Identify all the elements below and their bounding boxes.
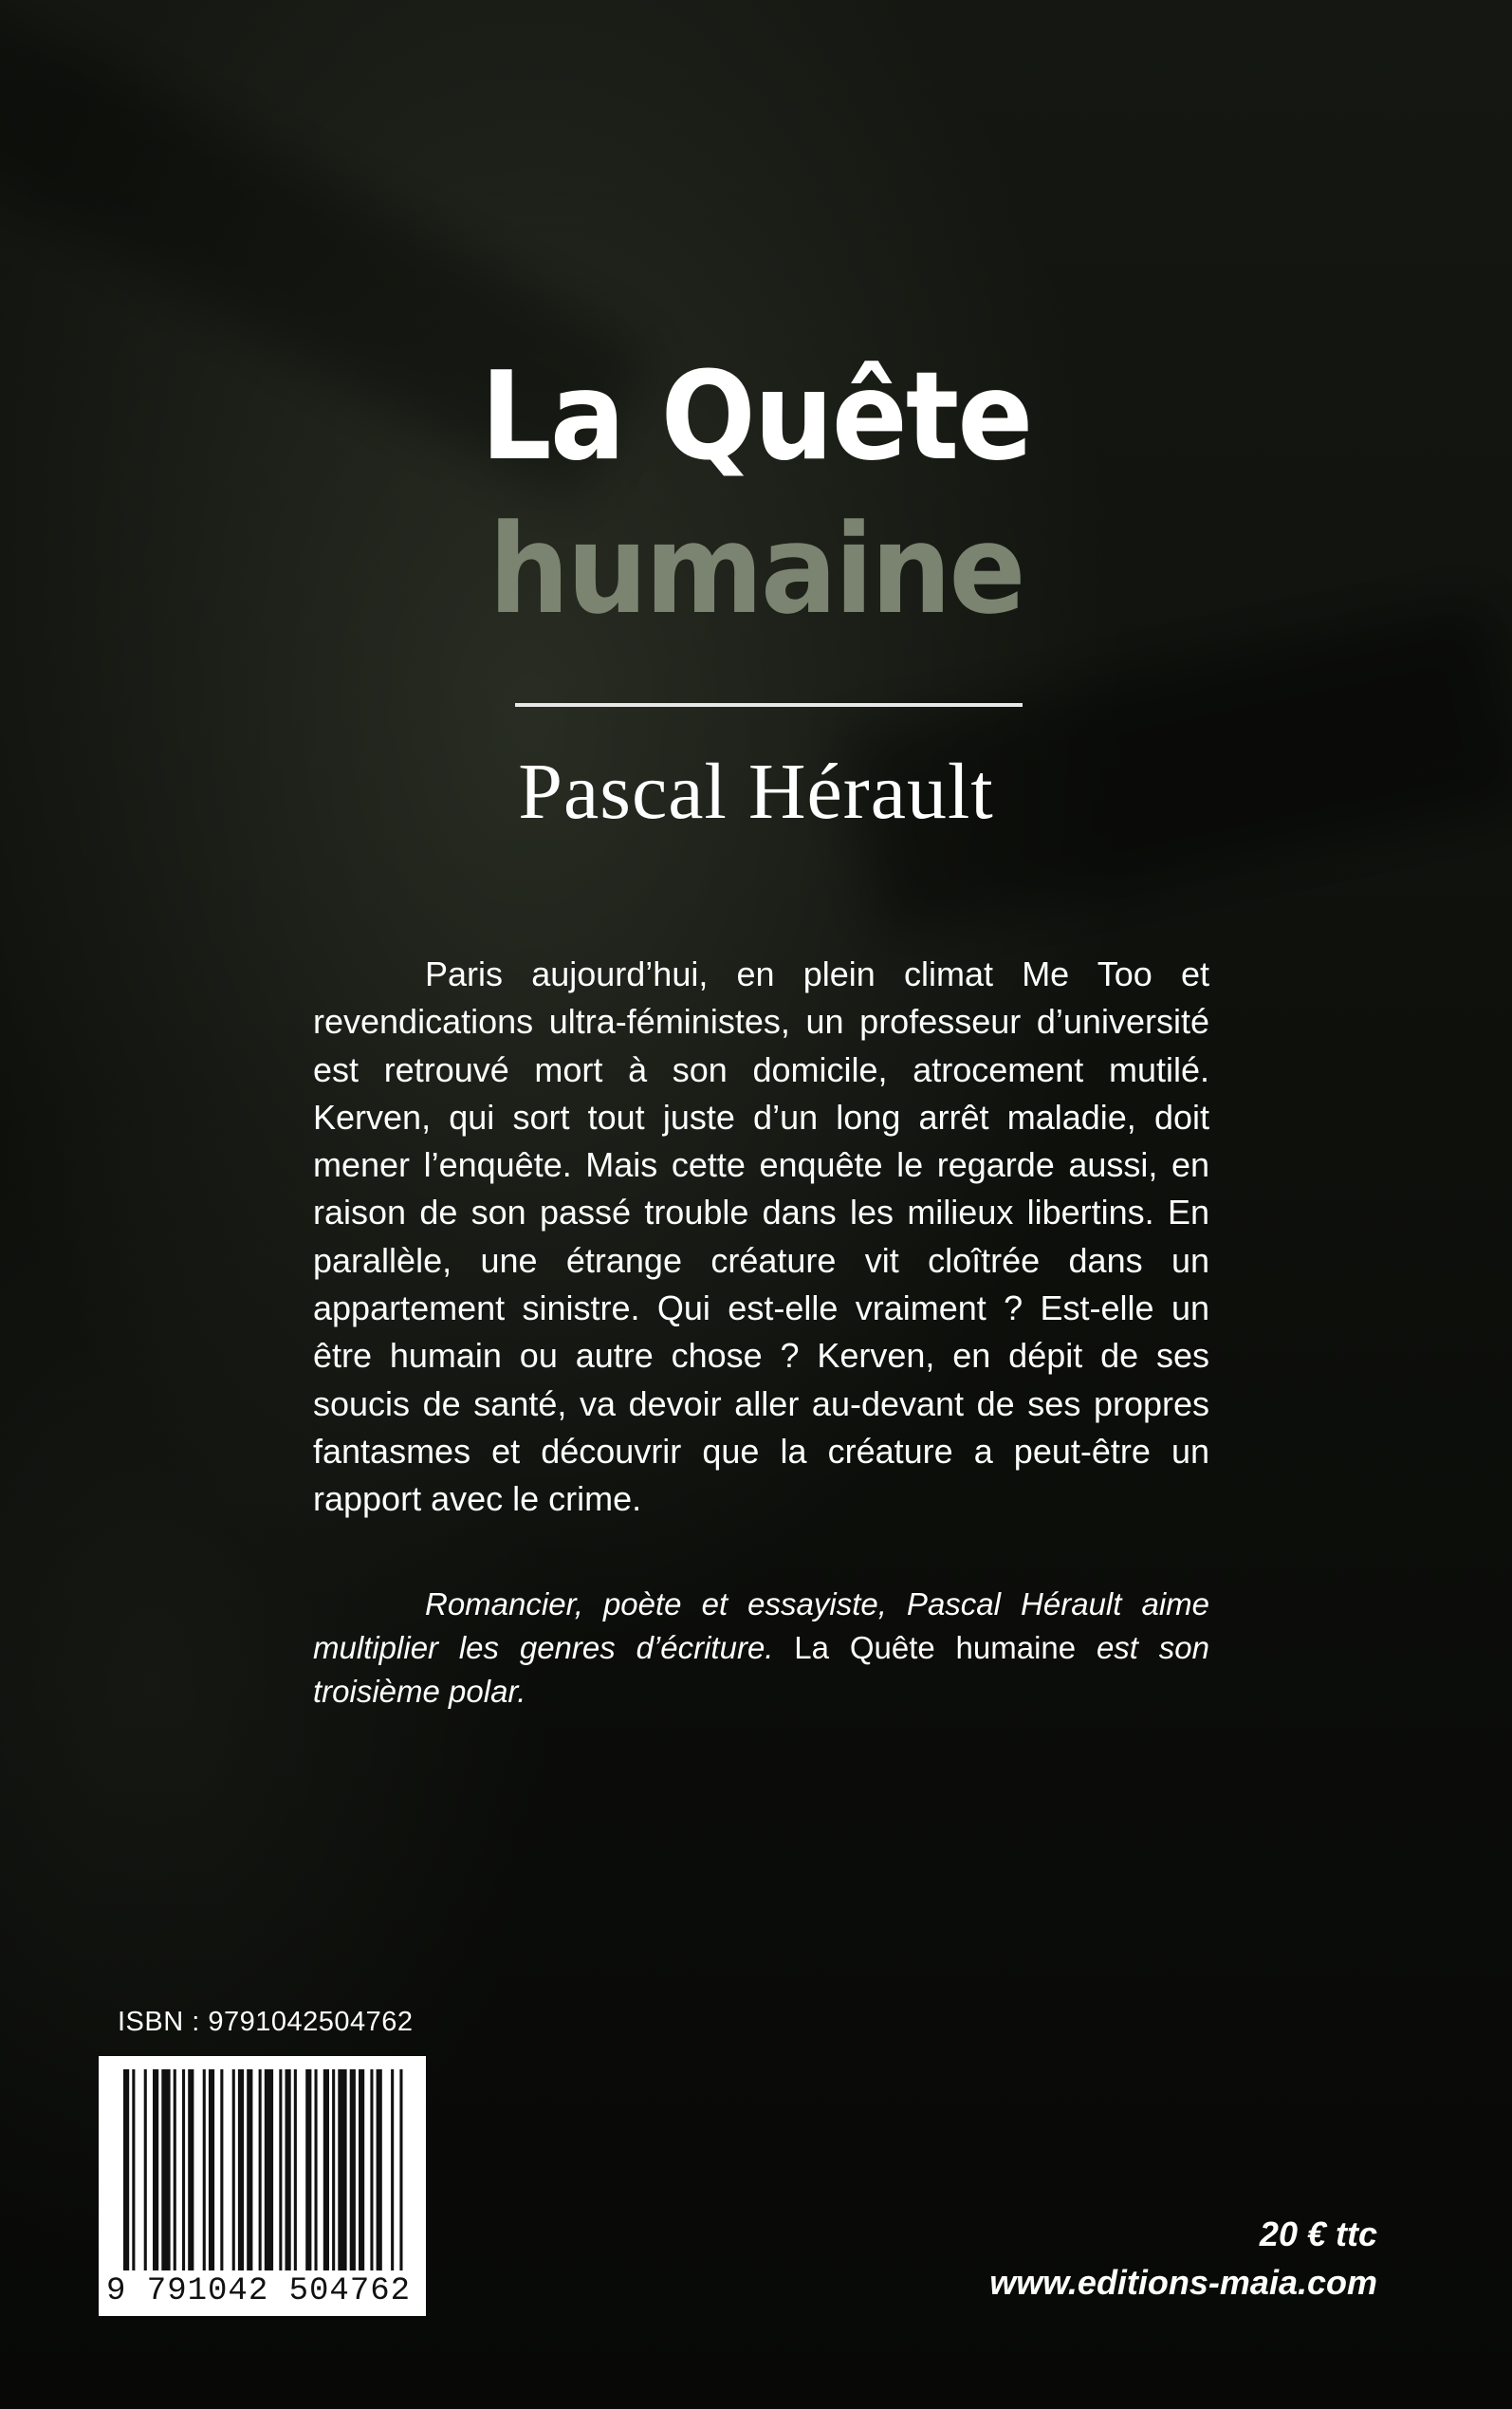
barcode <box>99 2056 426 2316</box>
barcode-bar <box>332 2069 335 2270</box>
barcode-bar <box>315 2069 318 2270</box>
barcode-bar <box>220 2069 223 2270</box>
barcode-bar <box>377 2069 382 2270</box>
barcode-bar <box>259 2069 262 2270</box>
barcode-bar <box>323 2069 329 2270</box>
barcode-bar <box>279 2069 282 2270</box>
publisher-website: www.editions-maia.com <box>989 2263 1377 2302</box>
book-title-line1: La Quête <box>480 346 1032 488</box>
barcode-bar <box>265 2069 273 2270</box>
barcode-bars <box>99 2056 426 2274</box>
isbn-label: ISBN : 9791042504762 <box>118 2007 414 2037</box>
barcode-bar <box>182 2069 185 2270</box>
author-bio <box>313 1583 1209 1714</box>
bio-text-italic-end: est son troisième polar. <box>313 1630 1209 1709</box>
barcode-bar <box>350 2069 356 2270</box>
bio-book-title: La Quête humaine <box>794 1630 1077 1665</box>
bio-text-italic: Romancier, poète et essayiste, Pascal Hérault aime multiplier les genres d’écriture. <box>313 1586 1209 1665</box>
barcode-bar <box>209 2069 214 2270</box>
barcode-digits: 9 791042 504762 <box>106 2273 412 2309</box>
barcode-bar <box>161 2069 170 2270</box>
barcode-bar <box>247 2069 252 2270</box>
barcode-bar <box>399 2069 402 2270</box>
price: 20 € ttc <box>1259 2214 1377 2253</box>
barcode-bar <box>294 2069 297 2270</box>
barcode-bar <box>174 2069 176 2270</box>
barcode-bar <box>203 2069 206 2270</box>
barcode-bar <box>232 2069 235 2270</box>
barcode-bar <box>338 2069 346 2270</box>
barcode-bar <box>305 2069 311 2270</box>
barcode-bar <box>359 2069 364 2270</box>
barcode-bar <box>144 2069 147 2270</box>
barcode-bar <box>391 2069 394 2270</box>
barcode-bar <box>123 2069 129 2270</box>
barcode-bar <box>370 2069 373 2270</box>
barcode-bar <box>153 2069 158 2270</box>
barcode-bar <box>238 2069 244 2270</box>
barcode-bar <box>188 2069 194 2270</box>
barcode-bar <box>286 2069 291 2270</box>
synopsis-paragraph: Paris aujourd’hui, en plein climat Me Too et revendications ultra-féministes, un professeur d’université est retrouvé mort à son domicile, atrocement mutilé. Kerven, qui sort tout juste d’un long arrêt maladie, doit mener l’enquête. Mais cette enquête le regarde aussi, en raison de son passé trouble dans les milieux libertins. En parallèle, une étrange créature vit cloîtrée dans un appartement sinistre. Qui est-elle vraiment ? Est-elle un être humain ou autre chose ? Kerven, en dépit de ses soucis de santé, va devoir aller au-devant de ses propres fantasmes et découvrir que la créature a peut-être un rapport avec le crime. <box>313 954 1209 1519</box>
author-name: Pascal Hérault <box>518 748 994 836</box>
barcode-bar <box>132 2069 135 2270</box>
title-divider <box>515 703 1023 707</box>
book-title-line2: humaine <box>489 497 1023 641</box>
